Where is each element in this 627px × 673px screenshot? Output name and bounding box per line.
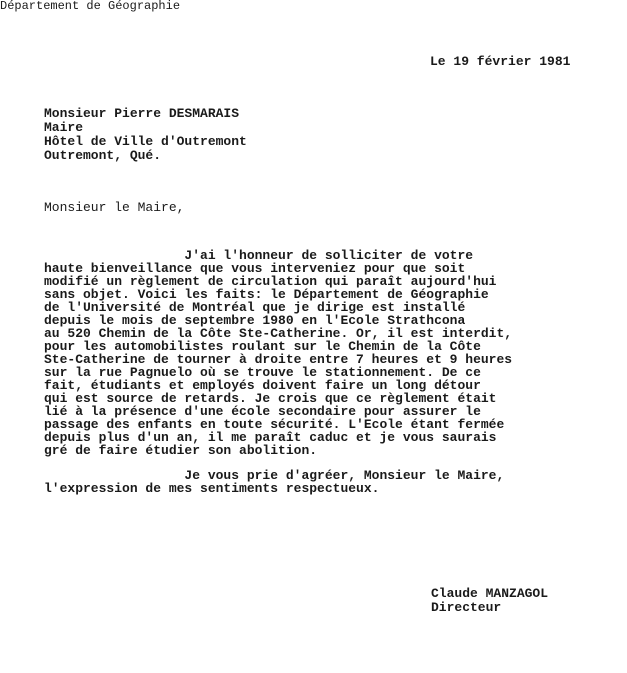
body-line: qui est source de retards. Je crois que ce règlement était — [44, 391, 497, 406]
signatory-title: Directeur — [431, 600, 502, 615]
body-line: J'ai l'honneur de solliciter de votre — [44, 248, 474, 263]
recipient-line: Hôtel de Ville d'Outremont — [44, 134, 247, 149]
signatory-name: Claude MANZAGOL — [431, 586, 549, 601]
letter-date: Le 19 février 1981 — [430, 54, 571, 69]
recipient-line: Maire — [44, 120, 84, 135]
body-line: pour les automobilistes roulant sur le Chemin de la Côte — [44, 339, 481, 354]
recipient-line: Monsieur Pierre DESMARAIS — [44, 106, 240, 121]
body-line: Ste-Catherine de tourner à droite entre 7 heures et 9 heures — [44, 352, 513, 367]
recipient-line: Outremont, Qué. — [44, 148, 162, 163]
body-line: gré de faire étudier son abolition. — [44, 443, 318, 458]
body-line: sur la rue Pagnuelo où se trouve le stationnement. De ce — [44, 365, 481, 380]
salutation: Monsieur le Maire, — [44, 200, 185, 215]
body-line: depuis plus d'un an, il me paraît caduc et je vous saurais — [44, 430, 497, 445]
body-line: au 520 Chemin de la Côte Ste-Catherine. Or, il est interdit, — [44, 326, 513, 341]
department-header: Département de Géographie — [0, 0, 181, 13]
body-line: sans objet. Voici les faits: le Département de Géographie — [44, 287, 489, 302]
body-line: modifié un règlement de circulation qui paraît aujourd'hui — [44, 274, 497, 289]
body-line: depuis le mois de septembre 1980 en l'Ecole Strathcona — [44, 313, 466, 328]
body-line: haute bienveillance que vous interveniez pour que soit — [44, 261, 466, 276]
body-line: Je vous prie d'agréer, Monsieur le Maire, — [44, 468, 505, 483]
body-line: de l'Université de Montréal que je dirige est installé — [44, 300, 466, 315]
body-line: passage des enfants en toute sécurité. L'Ecole étant fermée — [44, 417, 505, 432]
body-line: lié à la présence d'une école secondaire pour assurer le — [44, 404, 481, 419]
body-line: l'expression de mes sentiments respectueux. — [44, 481, 380, 496]
body-line: fait, étudiants et employés doivent faire un long détour — [44, 378, 481, 393]
